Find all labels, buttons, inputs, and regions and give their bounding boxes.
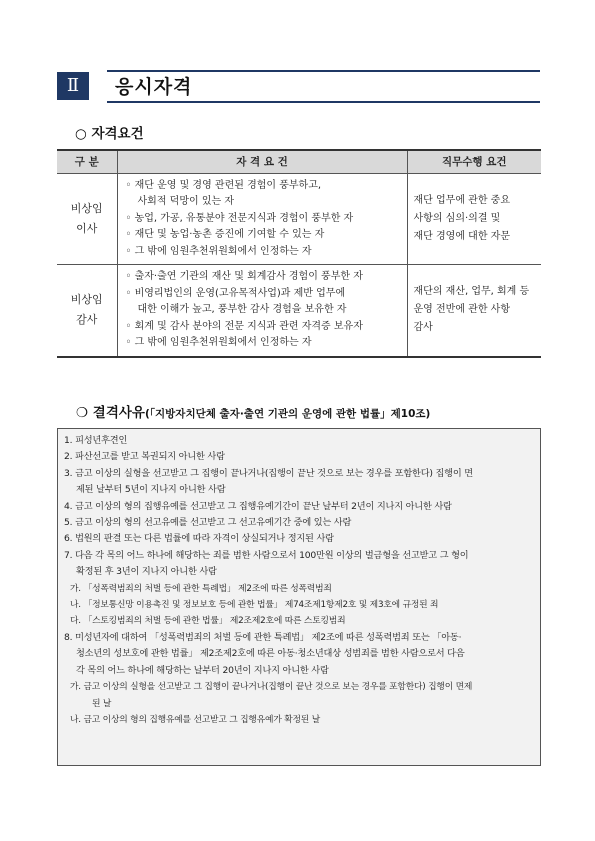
requirement-line: ◦ 재단 운영 및 경영 관련된 경험이 풍부하고, [125,179,322,191]
disqualification-line: 제된 날부터 5년이 지나지 아니한 사람 [76,484,226,496]
disqualification-line: 6. 법원의 판결 또는 다른 법률에 따라 자격이 상실되거나 정지된 사람 [64,533,334,545]
role-label: 감사 [76,313,98,327]
role-label: 비상임 [70,201,103,215]
requirement-line: ◦ 출자·출연 기관의 재산 및 회계감사 경험이 풍부한 자 [125,271,363,282]
requirements-cell [117,265,407,357]
role-label: 이사 [76,221,98,235]
disqualifications-heading [76,401,430,421]
disqualification-line: 나. 「정보통신망 이용촉진 및 정보보호 등에 관한 법률」 제74조제1항제2호 및 제3호에 규정된 죄 [70,600,439,611]
disqualification-line: 청소년의 성보호에 관한 법률」 제2조제2호에 따른 아동·청소년대상 성범죄를 범한 사람으로서 다음 [76,648,465,660]
disqualification-line: 3. 금고 이상의 실형을 선고받고 그 집행이 끝나거나(집행이 끝난 것으로 보는 경우를 포함한다) 집행이 면 [64,467,473,479]
duty-line: 재단 업무에 관한 중요 [413,194,510,206]
duty-line: 재단의 재산, 업무, 회계 등 [413,286,530,298]
requirement-line: ◦ 농업, 가공, 유통분야 전문지식과 경험이 풍부한 자 [125,212,354,224]
role-label: 비상임 [70,293,103,307]
duty-line: 감사 [413,322,433,334]
disqualification-line: 8. 미성년자에 대하여 「성폭력범죄의 처벌 등에 관한 특례법」 제2조에 따른 성폭력범죄 또는 「아동· [64,631,462,643]
section-number-badge: Ⅱ [57,72,89,100]
table-row [57,265,541,357]
section-header [57,70,540,104]
disqualification-line: 나. 금고 이상의 형의 집행유예를 선고받고 그 집행유예가 확정된 날 [70,714,321,725]
duty-cell [407,265,541,357]
duty-line: 재단 경영에 대한 자문 [413,230,510,242]
requirement-line: 대한 이해가 높고, 풍부한 감사 경험을 보유한 자 [137,304,347,315]
requirement-line: ◦ 그 밖에 임원추천위원회에서 인정하는 자 [125,337,312,348]
disqualification-line: 다. 「스토킹범죄의 처벌 등에 관한 법률」 제2조제2호에 따른 스토킹범죄 [70,616,346,627]
disqualification-line: 각 목의 어느 하나에 해당하는 날부터 20년이 지나지 아니한 사람 [76,664,329,676]
requirement-line: 사회적 덕망이 있는 자 [137,196,234,207]
disqualifications-title: ❍ 결격사유 [76,405,145,421]
disqualification-line: 확정된 후 3년이 지나지 아니한 사람 [76,566,217,578]
qualifications-table [57,149,541,358]
disqualification-line: 5. 금고 이상의 형의 선고유예를 선고받고 그 선고유예기간 중에 있는 사람 [64,517,352,529]
section-title: 응시자격 [115,76,193,98]
disqualification-line: 7. 다음 각 목의 어느 하나에 해당하는 죄를 범한 사람으로서 100만원 이상의 벌금형을 선고받고 그 형이 [64,549,469,561]
disqualifications-citation: (「지방자치단체 출자·출연 기관의 운영에 관한 법률」제10조) [144,408,431,420]
requirements-cell [117,173,407,265]
table-row [57,173,541,265]
disqualification-line: 된 날 [92,698,112,709]
duty-line: 운영 전반에 관한 사항 [413,304,510,316]
role-cell [57,265,117,357]
requirement-line: ◦ 재단 및 농업·농촌 증진에 기여할 수 있는 자 [125,229,325,240]
disqualification-line: 4. 금고 이상의 형의 집행유예를 선고받고 그 집행유예기간이 끝난 날부터 2년이 지나지 아니한 사람 [64,500,452,512]
duty-line: 사항의 심의·의결 및 [413,212,501,224]
duty-cell [407,173,541,265]
disqualification-line: 2. 파산선고를 받고 복권되지 아니한 사람 [64,451,225,463]
disqualification-line: 1. 피성년후견인 [64,435,128,446]
section-rule-bottom [107,101,540,103]
table-header-row [57,150,541,173]
disqualification-line: 가. 금고 이상의 실형을 선고받고 그 집행이 끝나거나(집행이 끝난 것으로 보는 경우를 포함한다) 집행이 면제 [70,682,473,693]
disqualification-line: 가. 「성폭력범죄의 처벌 등에 관한 특례법」 제2조에 따른 성폭력범죄 [70,583,332,594]
header-category: 구 분 [57,150,117,173]
requirement-line: ◦ 회계 및 감사 분야의 전문 지식과 관련 자격증 보유자 [125,320,363,332]
requirement-line: ◦ 그 밖에 임원추천위원회에서 인정하는 자 [125,245,312,257]
requirement-line: ◦ 비영리법인의 운영(고유목적사업)과 제반 업무에 [125,287,346,299]
qualifications-heading: ○ 자격요건 [75,126,144,142]
header-duty: 직무수행 요건 [407,150,541,173]
header-requirements: 자 격 요 건 [117,150,407,173]
role-cell [57,173,117,265]
disqualifications-box [57,428,541,766]
